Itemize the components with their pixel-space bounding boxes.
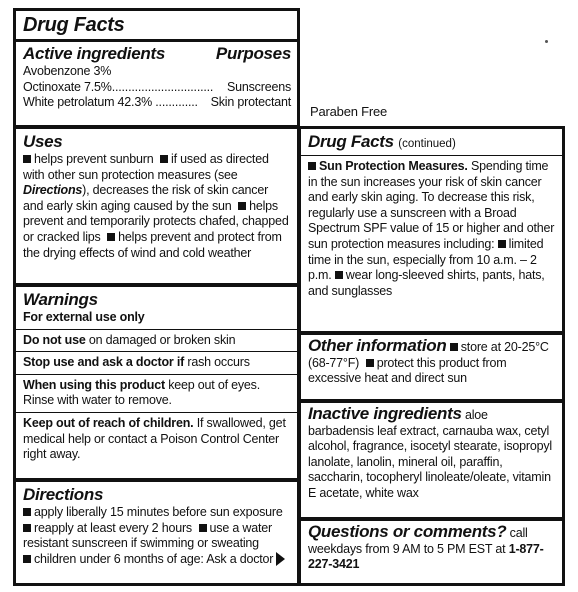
paraben-free-label: Paraben Free — [310, 104, 388, 119]
inactive-ingredients-panel — [298, 400, 565, 520]
uses-panel — [13, 126, 300, 286]
bullet-icon — [23, 524, 31, 532]
active-item: Avobenzone 3% — [23, 64, 112, 78]
bullet-icon — [23, 155, 31, 163]
active-item: Octinoxate 7.5%............................... Sunscreens — [23, 79, 291, 94]
other-info-text: Other information store at 20-25°C (68-77°F) protect this product from excessive heat and direct sun — [308, 336, 549, 386]
arrow-right-icon — [276, 552, 285, 566]
bullet-icon — [199, 524, 207, 532]
direction-item: children under 6 months of age: Ask a doctor — [23, 552, 291, 568]
directions-heading: Directions — [23, 485, 104, 504]
purposes-heading: Purposes — [215, 44, 291, 63]
continued-heading: Drug Facts (continued) — [308, 132, 456, 151]
inactive-heading: Inactive ingredients — [308, 404, 462, 423]
direction-item: apply liberally 15 minutes before sun exposure — [23, 505, 291, 521]
other-info-panel — [298, 332, 565, 402]
speck-decoration — [545, 40, 548, 43]
active-ingredients-heading: Active ingredients — [23, 44, 165, 63]
when-using-text: When using this product keep out of eyes. Rinse with water to remove. — [23, 377, 261, 408]
warnings-heading: Warnings — [23, 290, 98, 309]
bullet-icon — [23, 555, 31, 563]
divider — [16, 351, 297, 352]
uses-heading: Uses — [23, 132, 63, 151]
stop-use-text: Stop use and ask a doctor if rash occurs — [23, 355, 250, 370]
keep-out-text: Keep out of reach of children. If swallowed, get medical help or contact a Poison Control Center right away. — [23, 415, 286, 462]
bullet-icon — [160, 155, 168, 163]
phone-number: 1-877-227-3421 — [308, 541, 544, 572]
directions-panel — [13, 479, 300, 586]
sun-protection-text: Sun Protection Measures. Spending time in the sun increases your risk of skin cancer and early skin aging. To decrease this risk, regularly use a sunscreen with a Broad Spectrum SPF value of 15 or higher and other sun protection measures including: limited time in the sun, especially from 10 a.m. – 2 p.m. wear long-sleeved shirts, pants, hats, and sunglasses — [308, 159, 555, 298]
other-info-heading: Other information — [308, 336, 447, 355]
questions-heading: Questions or comments? — [308, 522, 507, 541]
bullet-icon — [450, 343, 458, 351]
divider — [301, 155, 562, 156]
bullet-icon — [498, 240, 506, 248]
do-not-use-text: Do not use on damaged or broken skin — [23, 332, 236, 347]
bullet-icon — [107, 233, 115, 241]
bullet-icon — [308, 162, 316, 170]
drug-facts-title: Drug Facts — [23, 14, 125, 36]
external-use-text: For external use only — [23, 310, 145, 324]
continued-panel — [298, 126, 565, 334]
direction-item: reapply at least every 2 hours use a water resistant sunscreen if swimming or sweating — [23, 520, 272, 551]
uses-text: helps prevent sunburn if used as directed with other sun protection measures (see Directions), decreases the risk of skin cancer and early skin aging caused by the sun helps prevent and temporarily protects chafed, chapped or cracked lips helps prevent and protect from the drying effects of wind and cold weather — [23, 152, 289, 260]
inactive-text: Inactive ingredients aloe barbadensis leaf extract, carnauba wax, cetyl alcohol, fragrance, isocetyl stearate, isopropyl lanolate, lanolin, mineral oil, paraffin, saccharin, tocopheryl linoleate/oleate, vitamin E acetate, white wax — [308, 404, 553, 500]
divider — [16, 374, 297, 375]
active-ingredients-panel — [13, 8, 300, 128]
divider — [16, 412, 297, 413]
divider — [16, 39, 297, 42]
questions-text: Questions or comments? call weekdays from 9 AM to 5 PM EST at 1-877-227-3421 — [308, 522, 544, 572]
divider — [16, 329, 297, 330]
warnings-panel — [13, 284, 300, 481]
active-item: White petrolatum 42.3% ............. Skin protectant — [23, 95, 291, 110]
bullet-icon — [23, 508, 31, 516]
bullet-icon — [366, 359, 374, 367]
questions-panel — [298, 518, 565, 586]
bullet-icon — [238, 202, 246, 210]
bullet-icon — [335, 271, 343, 279]
